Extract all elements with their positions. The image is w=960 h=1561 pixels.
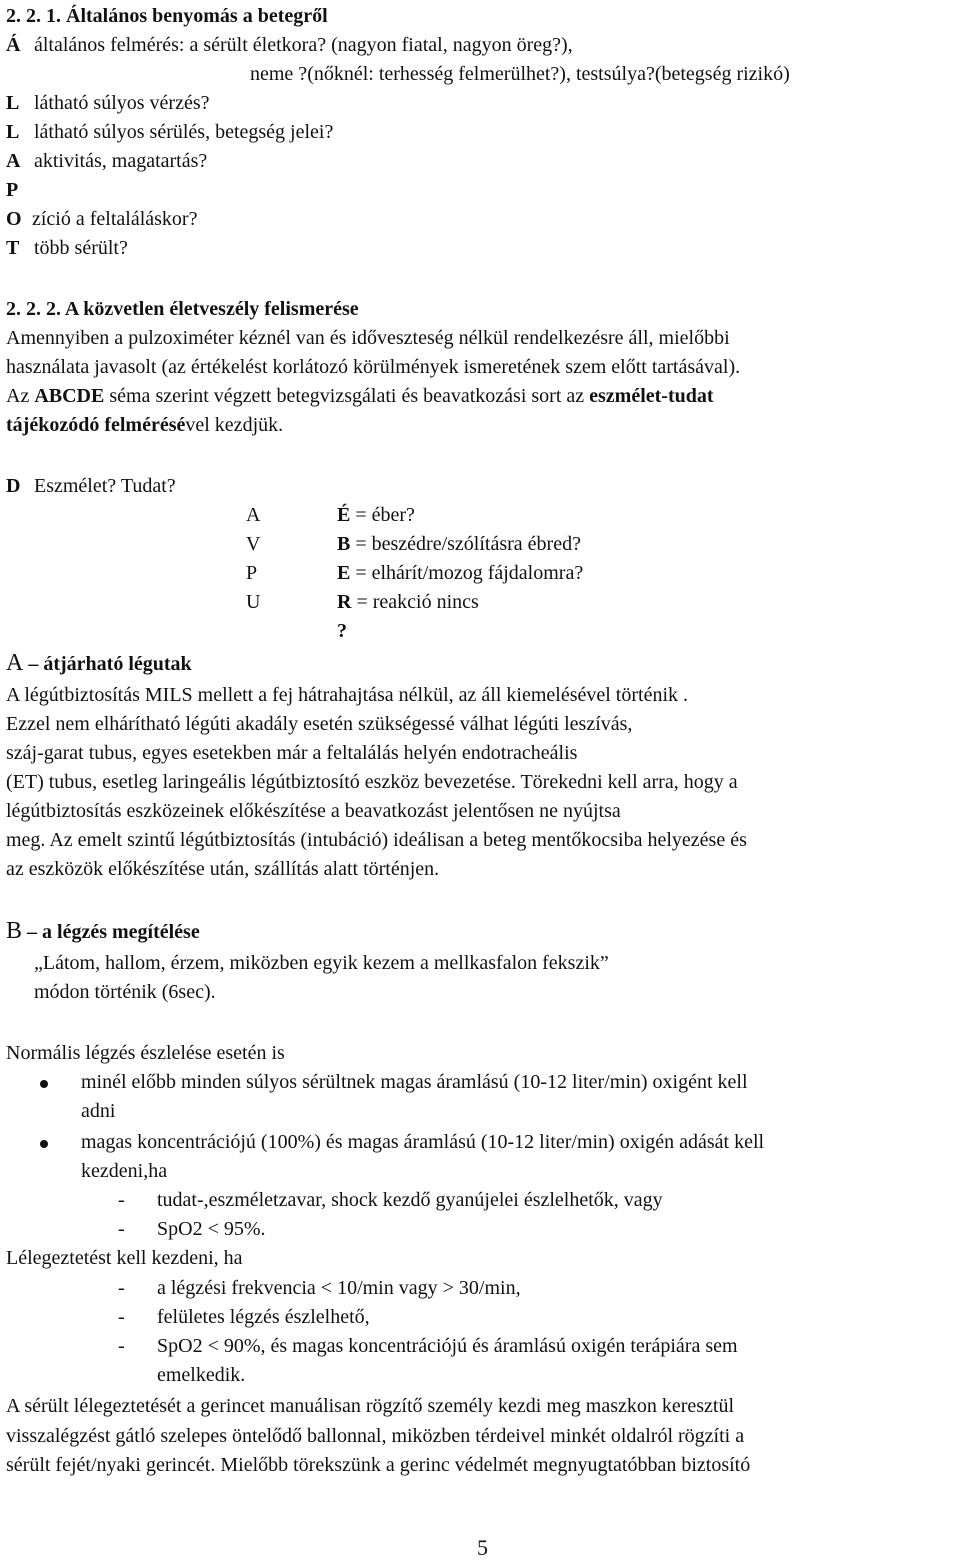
paragraph-line: Amennyiben a pulzoximéter kéznél van és időveszteség nélkül rendelkezésre áll, mielőbbi [6, 327, 730, 349]
sub-item: SpO2 < 95%. [157, 1218, 266, 1240]
avpu-row: B = beszédre/szólításra ébred? [337, 533, 581, 555]
list-item: O zíció a feltaláláskor? [6, 208, 198, 230]
mnemonic-letter: Á [6, 34, 21, 56]
list-item: T több sérült? [6, 237, 128, 259]
paragraph-line: visszalégzést gátló szelepes öntelődő ballonnal, miközben térdeivel minkét oldalról rögzíti a [6, 1425, 745, 1447]
list-item [6, 177, 32, 203]
normal-breathing-label: Normális légzés észlelése esetén is [6, 1042, 285, 1064]
dash-marker: - [118, 1306, 125, 1328]
mnemonic-letter: O [6, 208, 22, 230]
quote-line: módon történik (6sec). [34, 981, 216, 1003]
paragraph-line: Ezzel nem elhárítható légúti akadály esetén szükségessé válhat légúti leszívás, [6, 713, 633, 735]
paragraph-line: (ET) tubus, esetleg laringeális légútbiztosító eszköz bevezetése. Törekedni kell arra, hogy a [6, 771, 738, 793]
abcde-letter: B [6, 918, 23, 944]
dash-marker: - [118, 1218, 125, 1240]
bullet-line: adni [81, 1100, 116, 1122]
paragraph-line: sérült fejét/nyaki gerincét. Mielőbb törekszünk a gerinc védelmét megnyugtatóbban biztosító [6, 1454, 751, 1476]
mnemonic-letter: T [6, 237, 20, 259]
ventilation-label: Lélegeztetést kell kezdeni, ha [6, 1247, 243, 1269]
sub-item: a légzési frekvencia < 10/min vagy > 30/min, [157, 1277, 521, 1299]
sub-item: tudat-,eszméletzavar, shock kezdő gyanújelei észlelhetők, vagy [157, 1189, 663, 1211]
section-heading-general: 2. 2. 1. Általános benyomás a betegről [6, 5, 328, 27]
page-number: 5 [477, 1535, 488, 1560]
quote-line: „Látom, hallom, érzem, miközben egyik kezem a mellkasfalon fekszik” [34, 952, 609, 974]
avpu-row: E = elhárít/mozog fájdalomra? [337, 562, 584, 584]
avpu-letter: A [246, 504, 261, 526]
sub-item: emelkedik. [157, 1364, 246, 1386]
mnemonic-letter: L [6, 121, 20, 143]
avpu-row: É = éber? [337, 504, 415, 526]
paragraph-line: Az ABCDE séma szerint végzett betegvizsgálati és beavatkozási sort az eszmélet-tudat [6, 385, 714, 407]
paragraph-line: légútbiztosítás eszközeinek előkészítése a beavatkozást jelentősen ne nyújtsa [6, 800, 621, 822]
dash-marker: - [118, 1189, 125, 1211]
list-item: A aktivitás, magatartás? [6, 150, 208, 172]
paragraph-line: száj-garat tubus, egyes esetekben már a feltalálás helyén endotracheális [6, 742, 578, 764]
paragraph-line: meg. Az emelt szintű légútbiztosítás (intubáció) ideálisan a beteg mentőkocsiba helyezése és [6, 829, 747, 851]
abcde-letter: A [6, 650, 24, 676]
mnemonic-letter: P [6, 179, 19, 201]
a-heading: A – átjárható légutak [6, 650, 192, 676]
dash-marker: - [118, 1277, 125, 1299]
avpu-letter: P [246, 562, 258, 584]
bullet-line: minél előbb minden súlyos sérültnek magas áramlású (10-12 liter/min) oxigént kell [81, 1071, 748, 1093]
paragraph-line: A sérült lélegeztetését a gerincet manuálisan rögzítő személy kezdi meg maszkon keresztül [6, 1395, 735, 1417]
mnemonic-letter: L [6, 92, 20, 114]
sub-item: SpO2 < 90%, és magas koncentrációjú és áramlású oxigén terápiára sem [157, 1335, 738, 1357]
dash-marker: - [118, 1335, 125, 1357]
paragraph-line: használata javasolt (az értékelést korlátozó körülmények ismeretének szem előtt tartásával). [6, 356, 741, 378]
list-item: L látható súlyos sérülés, betegség jelei? [6, 121, 334, 143]
avpu-row: R = reakció nincs [337, 591, 479, 613]
section-heading-life-threat: 2. 2. 2. A közvetlen életveszély felismerése [6, 298, 359, 320]
avpu-letter: U [246, 591, 261, 613]
bullet-icon [40, 1080, 48, 1088]
list-item: Á általános felmérés: a sérült életkora? (nagyon fiatal, nagyon öreg?), [6, 34, 573, 56]
paragraph-line: tájékozódó felmérésével kezdjük. [6, 414, 284, 436]
mnemonic-letter: A [6, 150, 21, 172]
avpu-letter: V [246, 533, 261, 555]
sub-item: felületes légzés észlelhető, [157, 1306, 370, 1328]
list-item: L látható súlyos vérzés? [6, 92, 210, 114]
b-heading: B – a légzés megítélése [6, 918, 200, 944]
bullet-icon [40, 1140, 48, 1148]
paragraph-line: A légútbiztosítás MILS mellett a fej hátrahajtása nélkül, az áll kiemelésével történik . [6, 684, 689, 706]
paragraph-line: az eszközök előkészítése után, szállítás alatt történjen. [6, 858, 440, 880]
list-item: neme ?(nőknél: terhesség felmerülhet?), testsúlya?(betegség rizikó) [250, 63, 790, 85]
avpu-question-mark: ? [337, 620, 347, 642]
mnemonic-letter: D [6, 475, 21, 497]
d-heading: D Eszmélet? Tudat? [6, 475, 176, 497]
bullet-line: kezdeni,ha [81, 1160, 168, 1182]
bullet-line: magas koncentrációjú (100%) és magas áramlású (10-12 liter/min) oxigén adását kell [81, 1131, 765, 1153]
